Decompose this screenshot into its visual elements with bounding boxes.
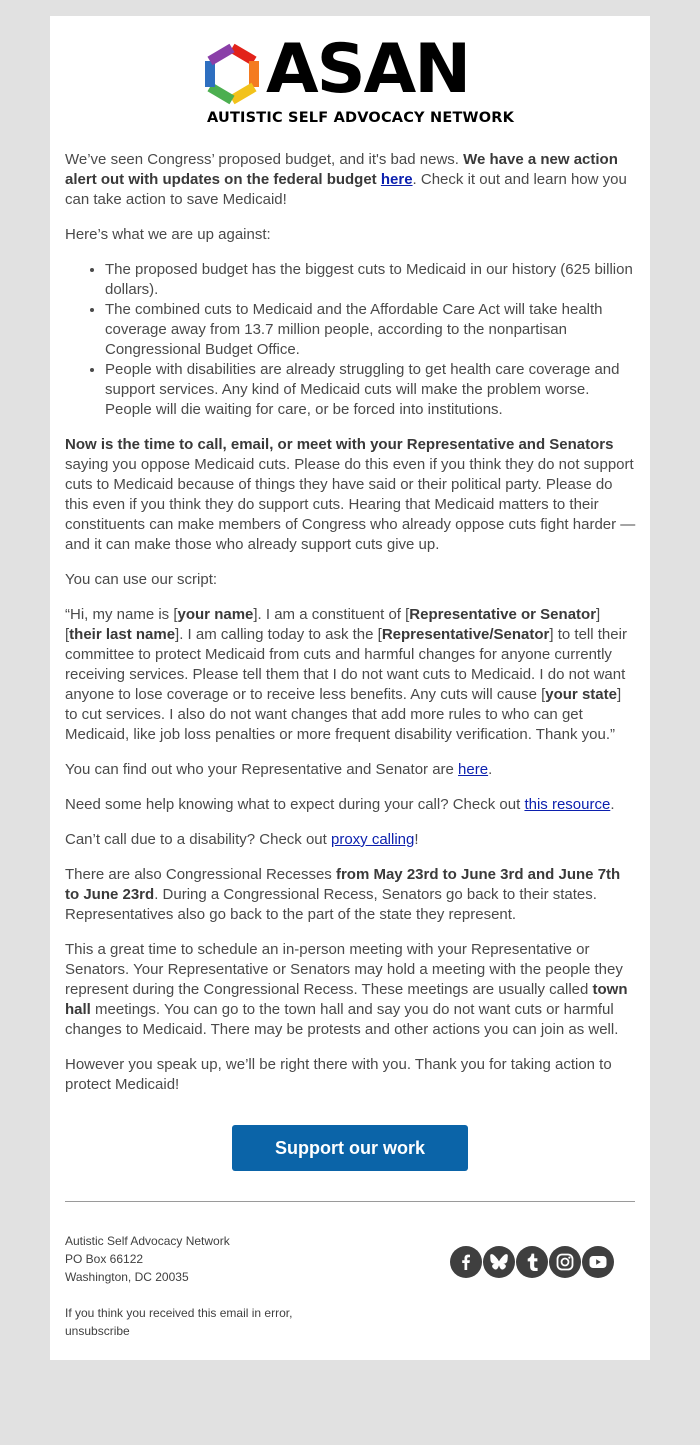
- divider: [65, 1201, 635, 1202]
- support-our-work-button[interactable]: Support our work: [232, 1125, 468, 1171]
- email-body: [65, 150, 637, 1110]
- resource-link[interactable]: this resource: [524, 796, 611, 813]
- footer: [65, 1232, 292, 1340]
- facebook-icon[interactable]: [450, 1246, 482, 1278]
- against-heading: Here’s what we are up against:: [65, 226, 271, 243]
- intro-paragraph: We’ve seen Congress’ proposed budget, and it's bad news. We have a new action alert out with updates on the federal budget here. Check it out and learn how you can take action to save Medicaid!: [65, 151, 627, 208]
- youtube-icon[interactable]: [582, 1246, 614, 1278]
- call-script: “Hi, my name is [your name]. I am a constituent of [Representative or Senator] [their last name]. I am calling today to ask the [Representative/Senator] to tell their committee to protect Medicaid from cuts and harmful changes for anyone currently receiving services. Please tell them that I do not want cuts to Medicaid. I do not want anyone to lose coverage or to receive less benefits. Any cuts will cause [your state] to cut services. I also do not want changes that add more rules to who can get Medicaid, like job loss penalties or more frequent disability verification. Thank you.”: [65, 606, 627, 743]
- list-item: • The combined cuts to Medicaid and the Affordable Care Act will take health coverage away from 13.7 million people, according to the nonpartisan Congressional Budget Office.: [105, 300, 637, 360]
- asan-logo[interactable]: [200, 30, 515, 128]
- instagram-icon[interactable]: [549, 1246, 581, 1278]
- budget-facts-list: [65, 260, 637, 420]
- social-links: [450, 1246, 614, 1278]
- help-paragraph: Need some help knowing what to expect during your call? Check out this resource.: [65, 796, 615, 813]
- unsubscribe-notice: If you think you received this email in error, unsubscribe: [65, 1306, 293, 1338]
- script-intro: You can use our script:: [65, 571, 218, 588]
- call-to-action-paragraph: Now is the time to call, email, or meet with your Representative and Senators saying you oppose Medicaid cuts. Please do this even if you think they do not support cuts to Medicaid because of things they have said or their political party. Please do this even if you think they do support cuts. Hearing that Medicaid matters to their constituents can make members of Congress who already oppose cuts fight harder — and it can make those who already support cuts give up.: [65, 436, 636, 553]
- email-card: [50, 16, 650, 1360]
- list-item: • The proposed budget has the biggest cuts to Medicaid in our history (625 billion dollars).: [105, 260, 637, 300]
- proxy-paragraph: Can’t call due to a disability? Check out proxy calling!: [65, 831, 419, 848]
- mailing-address: Autistic Self Advocacy Network PO Box 66122 Washington, DC 20035: [65, 1234, 230, 1284]
- logo-wordmark: ASAN: [266, 30, 470, 109]
- find-representative-paragraph: You can find out who your Representative and Senator are here.: [65, 761, 493, 778]
- closing-paragraph: However you speak up, we’ll be right there with you. Thank you for taking action to protect Medicaid!: [65, 1056, 612, 1093]
- bluesky-icon[interactable]: [483, 1246, 515, 1278]
- recess-paragraph: There are also Congressional Recesses from May 23rd to June 3rd and June 7th to June 23rd. During a Congressional Recess, Senators go back to their states. Representatives also go back to the part of the state they represent.: [65, 866, 621, 923]
- proxy-calling-link[interactable]: proxy calling: [330, 831, 415, 848]
- tumblr-icon[interactable]: [516, 1246, 548, 1278]
- unsubscribe-link[interactable]: unsubscribe: [65, 1324, 130, 1338]
- find-representative-link[interactable]: here: [458, 761, 489, 778]
- list-item: • People with disabilities are already struggling to get health care coverage and support services. Any kind of Medicaid cuts will make the problem worse. People will die waiting for care, or be forced into institutions.: [105, 360, 637, 420]
- action-alert-link[interactable]: here: [380, 171, 413, 188]
- logo-tagline: AUTISTIC SELF ADVOCACY NETWORK: [207, 110, 515, 126]
- rainbow-hexagon-icon: [200, 42, 264, 106]
- meeting-paragraph: This a great time to schedule an in-person meeting with your Representative or Senators. Your Representative or Senators may hold a meeting with the people they represent during the Congressional Recess. These meetings are usually called town hall meetings. You can go to the town hall and say you do not want cuts or harmful changes to Medicaid. There may be protests and other actions you can join as well.: [65, 941, 628, 1038]
